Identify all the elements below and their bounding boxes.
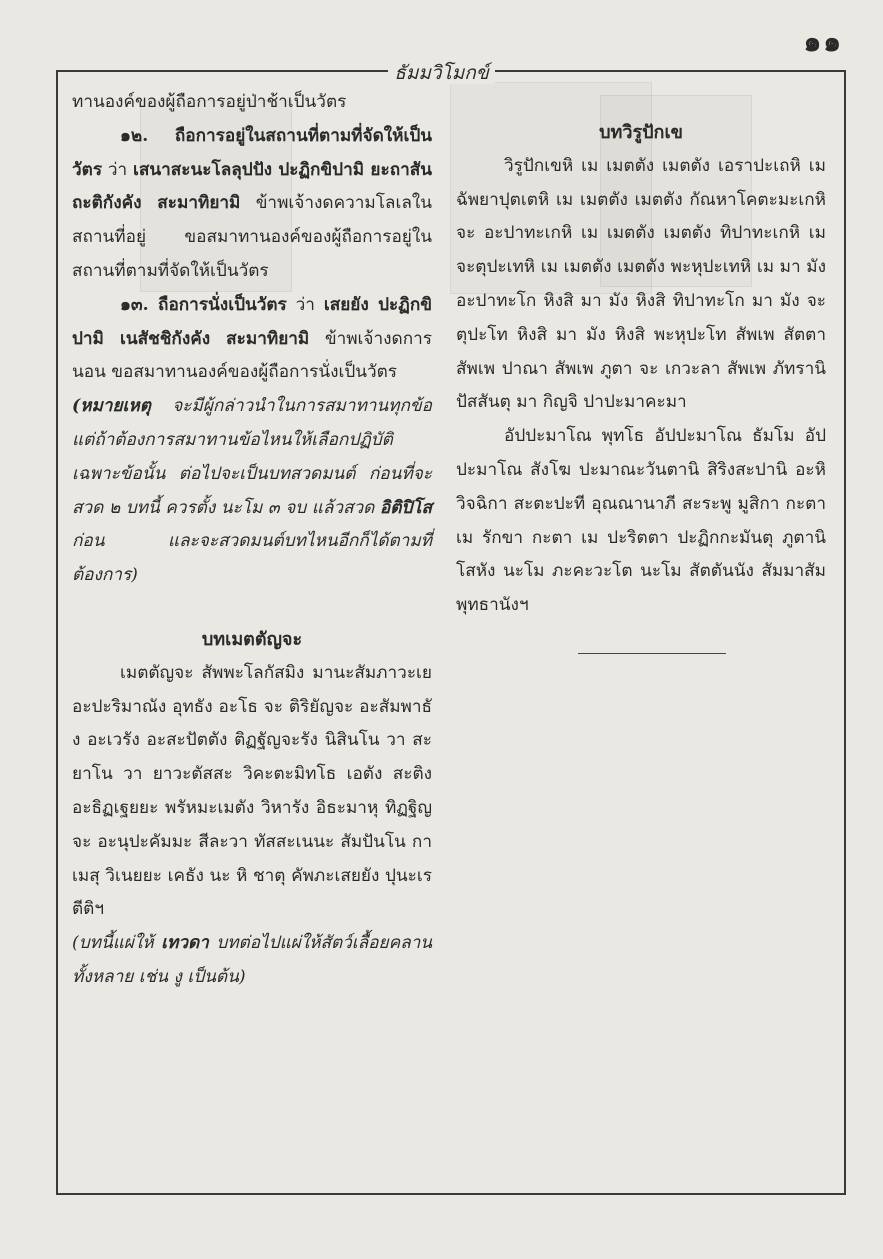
appamano-text: อัปปะมาโณ พุทโธ อัปปะมาโณ ธัมโม อัปปะมาโณ สังโฆ ปะมาณะวันตานิ สิริงสะปานิ อะหิ วิจฉิกา สะตะปะที อุณณานาภี สะระพู มูสิกา กะตา เม รักขา กะตา เม ปะริตตา ปะฏิกกะมันตุ ภูตานิ โสหัง นะโม ภะคะวะโต นะโม สัตตันนัง สัมมาสัมพุทธานังฯ	[456, 426, 826, 616]
item-12-wa: ว่า	[107, 159, 128, 180]
running-header-text: ธัมมวิโมกข์	[388, 62, 495, 84]
item-12-text: ข้าพเจ้างดความโลเลในสถานที่อยู่ ขอสมาทานองค์ของผู้ถือการอยู่ในสถานที่ตามที่จัดให้เป็นวัตร	[72, 193, 433, 281]
left-column	[72, 86, 432, 995]
item-13-text: ข้าพเจ้างดการนอน ขอสมาทานองค์ของผู้ถือการนั่งเป็นวัตร	[72, 328, 432, 383]
section-title-metta: บทเมตตัญจะ	[201, 628, 303, 650]
note-text-a: จะมีผู้กล่าวนำในการสมาทานทุกข้อแต่ถ้าต้องการสมาทานข้อไหนให้เลือกปฏิบัติเฉพาะข้อนั้น ต่อไปจะเป็นบทสวดมนต์ ก่อนที่จะสวด ๒ บทนี้ ควรตั้ง นะโม ๓ จบ แล้วสวด	[72, 396, 432, 518]
virupakkhe-text: วิรูปักเขหิ เม เมตตัง เมตตัง เอราปะเถหิ เม ฉัพยาปุตเตหิ เม เมตตัง เมตตัง กัณหาโคตะมะเกหิ จะ อะปาทะเกหิ เม เมตตัง เมตตัง ทิปาทะเกหิ เม จะตุปะเทหิ เม เมตตัง เมตตัง พะหุปะเทหิ เม มา มัง อะปาทะโก หิงสิ มา มัง หิงสิ ทิปาทะโก มา มัง จะ ตุปะโท หิงสิ มา มัง หิงสิ พะหุปะโท สัพเพ สัตตา สัพเพ ปาณา สัพเพ ภูตา จะ เกวะลา สัพเพ ภัทรานิ ปัสสันตุ มา กิญจิ ปาปะมาคะมา	[456, 155, 826, 413]
ending-note	[72, 927, 432, 995]
item-13-wa: ว่า	[295, 294, 315, 315]
item-13	[72, 289, 432, 390]
note-bold: อิติปิโส	[379, 497, 432, 518]
ending-note-a: (บทนี้แผ่ให้	[72, 933, 154, 954]
page-number: ๑๑	[803, 25, 843, 58]
item-12	[72, 120, 432, 289]
right-column	[456, 86, 826, 654]
section-title-virupakkhe: บทวิรูปักเข	[599, 122, 683, 143]
item-12-pali: เสนาสะนะโลลุปปัง ปะฏิกขิปามิ ยะถาสันถะติกังคัง สะมาทิยามิ	[72, 159, 432, 214]
item-12-title: ๑๒. ถือการอยู่ในสถานที่ตามที่จัดให้เป็นวัตร	[72, 125, 432, 180]
item-13-pali: เสยยัง ปะฏิกขิปามิ เนสัชชิกังคัง สะมาทิยามิ	[72, 294, 432, 349]
ending-note-bold: เทวดา	[161, 933, 209, 954]
item-13-title: ๑๓. ถือการนั่งเป็นวัตร	[120, 294, 287, 315]
note-head: (หมายเหตุ	[72, 396, 151, 417]
text: ทานองค์ของผู้ถือการอยู่ป่าช้าเป็นวัตร	[72, 92, 347, 112]
note-text-b: ก่อน และจะสวดมนต์บทไหนอีกก็ได้ตามที่ต้องการ)	[72, 531, 432, 586]
metta-text: เมตตัญจะ สัพพะโลกัสมิง มานะสัมภาวะเย อะปะริมาณัง อุทธัง อะโธ จะ ติริยัญจะ อะสัมพาธัง อะเวรัง อะสะปัตตัง ติฏฐัญจะรัง นิสินโน วา สะยาโน วา ยาวะตัสสะ วิคะตะมิทโธ เอตัง สะติง อะธิฏเฐยยะ พรัหมะเมตัง วิหารัง อิธะมาหุ ทิฏฐิญจะ อะนุปะคัมมะ สีละวา ทัสสะเนนะ สัมปันโน กาเมสุ วิเนยยะ เคธัง นะ หิ ชาตุ คัพภะเสยยัง ปุนะเรตีติฯ	[72, 662, 432, 920]
note	[72, 390, 432, 593]
section-divider	[578, 653, 726, 654]
running-header	[0, 58, 883, 88]
left-paragraph-1	[72, 86, 432, 120]
ending-note-b: บทต่อไปแผ่ให้สัตว์เลื้อยคลานทั้งหลาย เช่น งู เป็นต้น)	[72, 933, 432, 987]
